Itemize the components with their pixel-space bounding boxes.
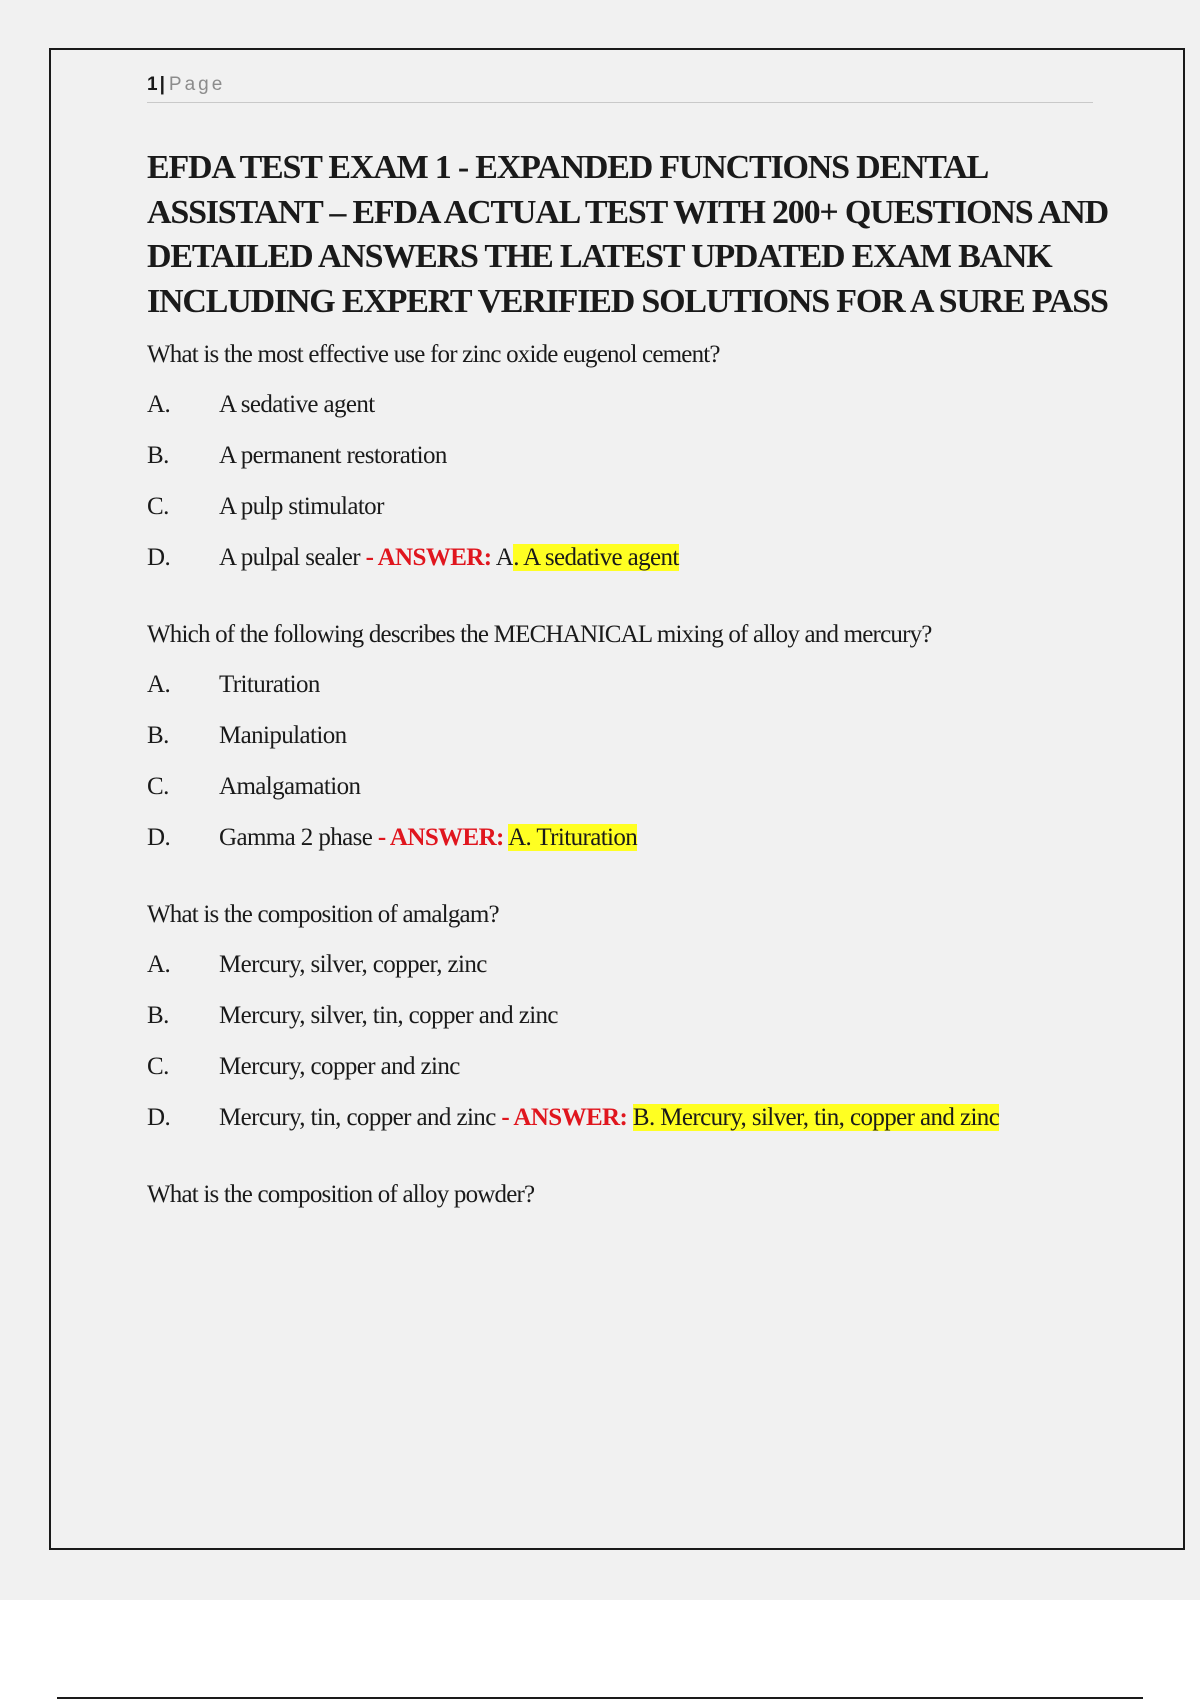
option-letter: B. [147, 442, 169, 469]
answer-label: - ANSWER: [365, 544, 492, 571]
page-label: Page [168, 74, 226, 95]
option-text: Gamma 2 phase [219, 824, 373, 851]
document-title: EFDA TEST EXAM 1 - EXPANDED FUNCTIONS DENTAL ASSISTANT – EFDA ACTUAL TEST WITH 200+ QUESTIONS AND DETAILED ANSWERS THE LATEST UPDATED EXAM BANK INCLUDING EXPERT VERIFIED SOLUTIONS FOR A SURE PASS [147, 149, 1108, 320]
option-letter: B. [147, 722, 169, 749]
option-letter: D. [147, 544, 171, 571]
answer-prefix: A [495, 544, 514, 571]
highlighted-answer: A. Trituration [508, 824, 638, 851]
option-letter: C. [147, 773, 169, 800]
option-d [147, 541, 1137, 574]
option-letter: B. [147, 1002, 169, 1029]
option-c [147, 490, 1137, 523]
option-text: Amalgamation [219, 773, 361, 800]
question-text: Which of the following describes the MECHANICAL mixing of alloy and mercury? [147, 621, 932, 648]
answer-label: - ANSWER: [501, 1104, 628, 1131]
option-a [147, 948, 1137, 981]
option-letter: A. [147, 951, 171, 978]
highlighted-answer: . A sedative agent [513, 544, 679, 571]
question-text: What is the composition of amalgam? [147, 901, 499, 928]
page-separator: | [159, 74, 165, 95]
option-b [147, 999, 1137, 1032]
document-page [49, 48, 1185, 1550]
option-b [147, 719, 1137, 752]
option-text: A permanent restoration [219, 442, 447, 469]
option-letter: D. [147, 1104, 171, 1131]
option-letter: A. [147, 391, 171, 418]
answer-label: - ANSWER: [377, 824, 504, 851]
option-a [147, 668, 1137, 701]
option-text: Mercury, copper and zinc [219, 1053, 460, 1080]
next-page-divider [57, 1697, 1143, 1699]
question-block [147, 338, 1137, 574]
option-letter: A. [147, 671, 171, 698]
page-content [147, 146, 1137, 1256]
option-text: Trituration [219, 671, 320, 698]
option-text: Mercury, silver, tin, copper and zinc [219, 1002, 558, 1029]
option-d [147, 1101, 1137, 1134]
option-c [147, 770, 1137, 803]
page-number: 1 [147, 74, 158, 95]
highlighted-answer: B. Mercury, silver, tin, copper and zinc [632, 1104, 1000, 1131]
option-letter: D. [147, 824, 171, 851]
option-text: Mercury, tin, copper and zinc [219, 1104, 496, 1131]
option-c [147, 1050, 1137, 1083]
option-text: Manipulation [219, 722, 347, 749]
question-text: What is the most effective use for zinc oxide eugenol cement? [147, 341, 720, 368]
page-header [147, 72, 1093, 103]
option-text: A pulpal sealer [219, 544, 360, 571]
question-block [147, 1178, 1137, 1212]
option-letter: C. [147, 1053, 169, 1080]
option-text: A pulp stimulator [219, 493, 384, 520]
question-block [147, 618, 1137, 854]
option-text: A sedative agent [219, 391, 375, 418]
question-text: What is the composition of alloy powder? [147, 1181, 535, 1208]
option-d [147, 821, 1137, 854]
option-a [147, 388, 1137, 421]
option-letter: C. [147, 493, 169, 520]
option-b [147, 439, 1137, 472]
question-block [147, 898, 1137, 1134]
option-text: Mercury, silver, copper, zinc [219, 951, 487, 978]
